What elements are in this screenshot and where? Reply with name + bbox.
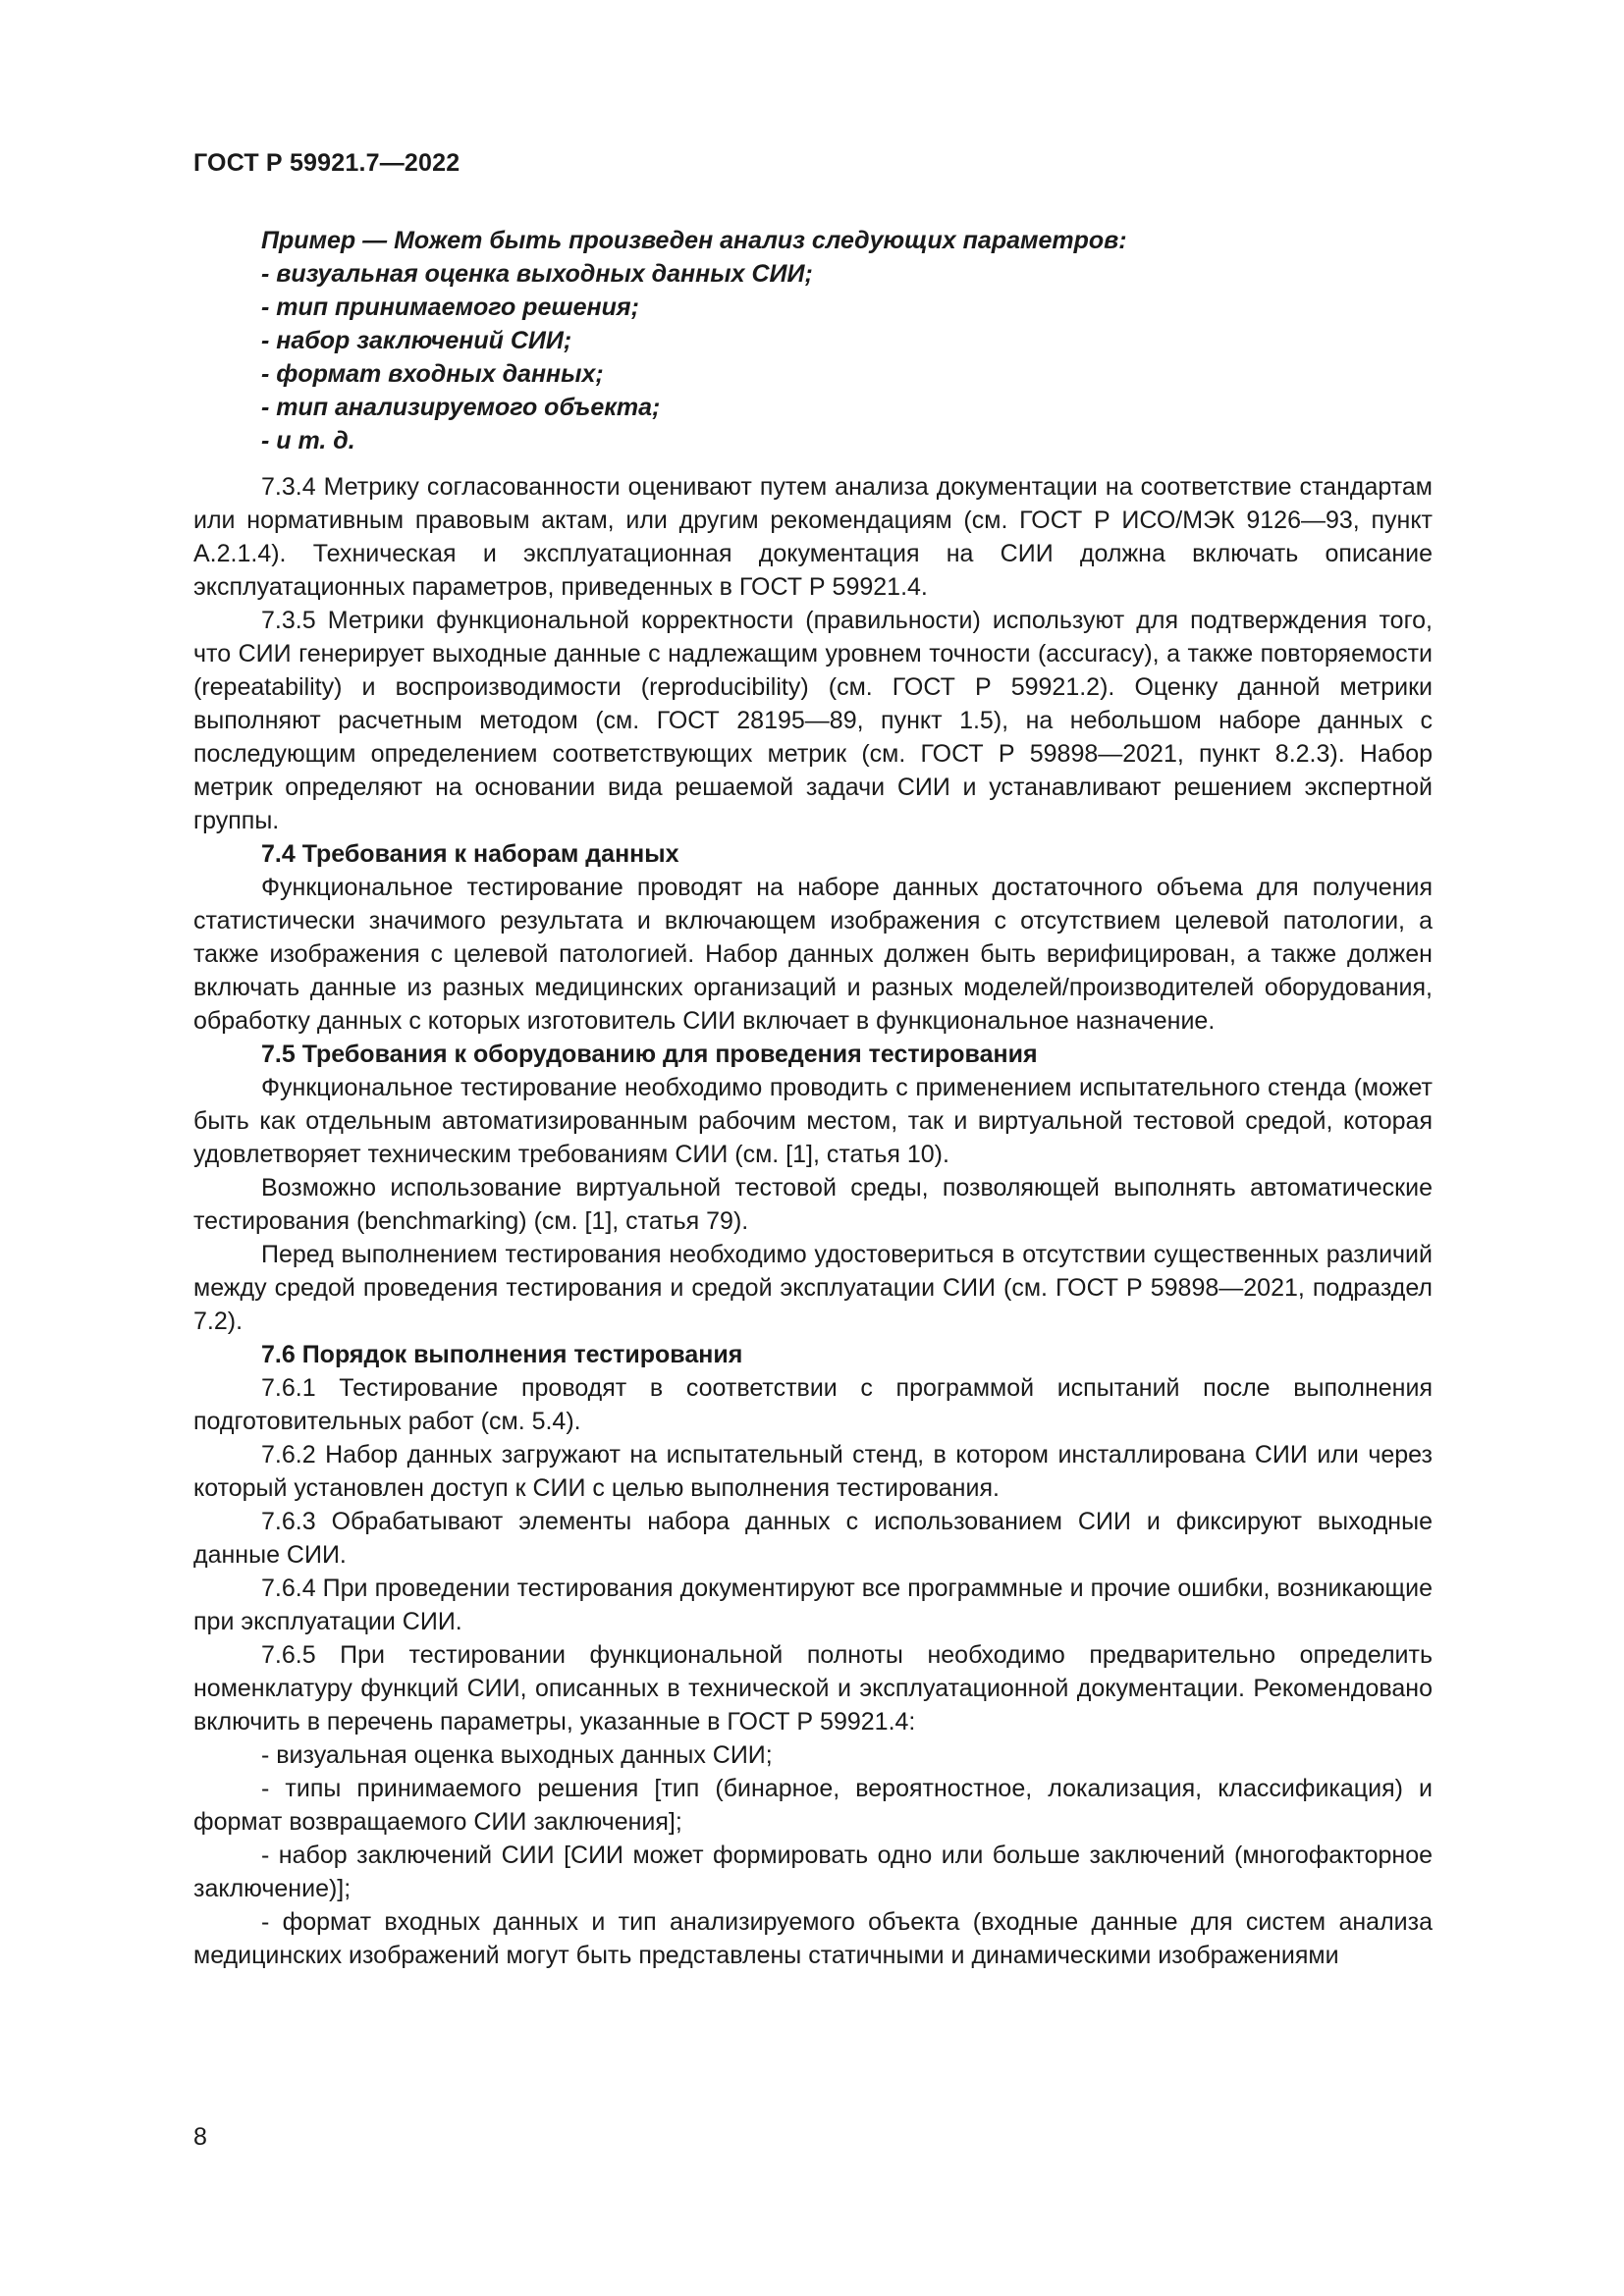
- section-heading-7-4: 7.4 Требования к наборам данных: [261, 840, 679, 868]
- paragraph-7-5-2: Возможно использование виртуальной тестовой среды, позволяющей выполнять автоматические тестирования (benchmarking) (см. [1], статья 79).: [193, 1174, 1433, 1235]
- document-header: ГОСТ Р 59921.7—2022: [193, 149, 460, 177]
- paragraph-7-6-2: 7.6.2 Набор данных загружают на испытательный стенд, в котором инсталлирована СИИ или через который установлен доступ к СИИ с целью выполнения тестирования.: [193, 1441, 1433, 1502]
- example-title: Пример — Может быть произведен анализ следующих параметров:: [261, 227, 1127, 254]
- example-item: - и т. д.: [261, 427, 355, 454]
- list-item: - визуальная оценка выходных данных СИИ;: [261, 1741, 773, 1769]
- example-block: [193, 224, 1433, 457]
- section-heading-7-5: 7.5 Требования к оборудованию для проведения тестирования: [261, 1041, 1038, 1068]
- example-item: - формат входных данных;: [261, 360, 604, 388]
- paragraph-7-3-4: 7.3.4 Метрику согласованности оценивают путем анализа документации на соответствие стандартам или нормативным правовым актам, или другим рекомендациям (см. ГОСТ Р ИСО/МЭК 9126—93, пункт А.2.1.4). Техническая и эксплуатационная документация на СИИ должна включать описание эксплуатационных параметров, приведенных в ГОСТ Р 59921.4.: [193, 473, 1433, 601]
- example-item: - тип принимаемого решения;: [261, 294, 639, 321]
- paragraph-7-6-3: 7.6.3 Обрабатывают элементы набора данных с использованием СИИ и фиксируют выходные данные СИИ.: [193, 1508, 1433, 1569]
- list-item: - формат входных данных и тип анализируемого объекта (входные данные для систем анализа медицинских изображений могут быть представлены статичными и динамическими изображениями: [193, 1908, 1433, 1969]
- example-item: - набор заключений СИИ;: [261, 327, 572, 354]
- paragraph-7-6-1: 7.6.1 Тестирование проводят в соответствии с программой испытаний после выполнения подготовительных работ (см. 5.4).: [193, 1374, 1433, 1435]
- paragraph-7-4: Функциональное тестирование проводят на наборе данных достаточного объема для получения статистически значимого результата и включающем изображения с отсутствием целевой патологии, а также изображения с целевой патологией. Набор данных должен быть верифицирован, а также должен включать данные из разных медицинских организаций и разных моделей/производителей оборудования, обработку данных с которых изготовитель СИИ включает в функциональное назначение.: [193, 874, 1433, 1035]
- paragraph-7-6-5: 7.6.5 При тестировании функциональной полноты необходимо предварительно определить номенклатуру функций СИИ, описанных в технической и эксплуатационной документации. Рекомендовано включить в перечень параметры, указанные в ГОСТ Р 59921.4:: [193, 1641, 1433, 1735]
- list-item: - типы принимаемого решения [тип (бинарное, вероятностное, локализация, классификация) и формат возвращаемого СИИ заключения];: [193, 1775, 1433, 1836]
- page-number: 8: [193, 2123, 207, 2151]
- section-heading-7-6: 7.6 Порядок выполнения тестирования: [261, 1341, 743, 1368]
- document-body: [193, 224, 1433, 1972]
- example-item: - тип анализируемого объекта;: [261, 394, 661, 421]
- example-item: - визуальная оценка выходных данных СИИ;: [261, 260, 813, 288]
- paragraph-7-5-3: Перед выполнением тестирования необходимо удостовериться в отсутствии существенных различий между средой проведения тестирования и средой эксплуатации СИИ (см. ГОСТ Р 59898—2021, подраздел 7.2).: [193, 1241, 1433, 1335]
- list-item: - набор заключений СИИ [СИИ может формировать одно или больше заключений (многофакторное заключение)];: [193, 1842, 1433, 1902]
- paragraph-7-6-4: 7.6.4 При проведении тестирования документируют все программные и прочие ошибки, возникающие при эксплуатации СИИ.: [193, 1575, 1433, 1635]
- paragraph-7-5-1: Функциональное тестирование необходимо проводить с применением испытательного стенда (может быть как отдельным автоматизированным рабочим местом, так и виртуальной тестовой средой, которая удовлетворяет техническим требованиям СИИ (см. [1], статья 10).: [193, 1074, 1433, 1168]
- paragraph-7-3-5: 7.3.5 Метрики функциональной корректности (правильности) используют для подтверждения того, что СИИ генерирует выходные данные с надлежащим уровнем точности (accuracy), а также повторяемости (repeatability) и воспроизводимости (reproducibility) (см. ГОСТ Р 59921.2). Оценку данной метрики выполняют расчетным методом (см. ГОСТ 28195—89, пункт 1.5), на небольшом наборе данных с последующим определением соответствующих метрик (см. ГОСТ Р 59898—2021, пункт 8.2.3). Набор метрик определяют на основании вида решаемой задачи СИИ и устанавливают решением экспертной группы.: [193, 607, 1433, 834]
